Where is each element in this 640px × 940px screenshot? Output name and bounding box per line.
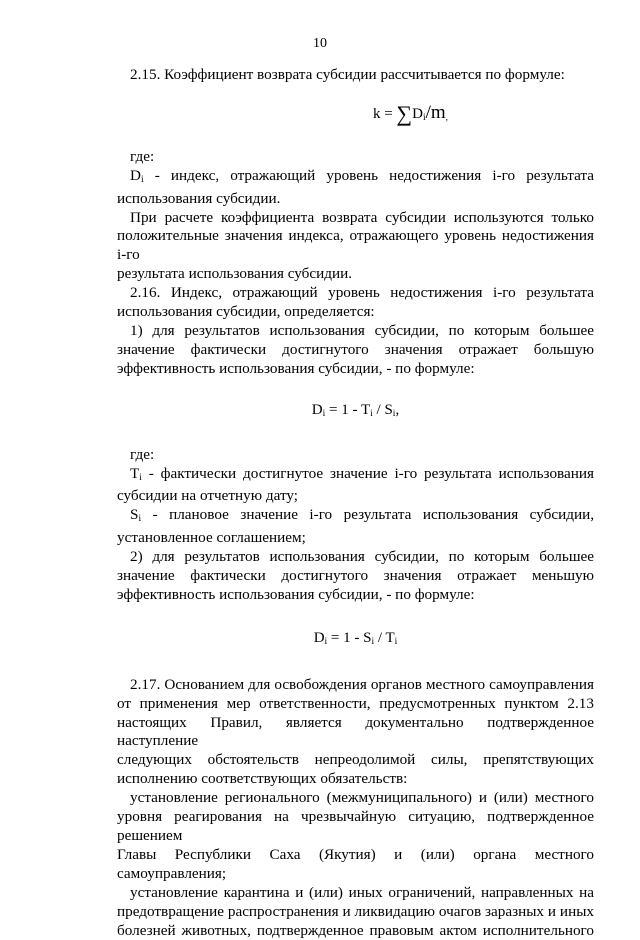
where-label-1: где:	[130, 147, 155, 165]
quarantine-line3: болезней животных, подтвержденное правовым актом исполнительного	[117, 921, 594, 939]
quarantine-line1: установление карантина и (или) иных ограничений, направленных на	[130, 883, 594, 901]
document-body	[117, 66, 594, 940]
paragraph-2-16-line2: использования субсидии, определяется:	[117, 303, 375, 321]
definition-ti-line1: $T_i$ - фактически достигнутое значение i-го результата использования	[130, 464, 594, 483]
paragraph-2-17-line2: от применения мер ответственности, предусмотренных пунктом 2.13	[117, 694, 594, 712]
formula-k: $k = \sum D_i/m_,$	[372, 100, 449, 126]
emergency-line1: установление регионального (межмуниципального) и (или) местного	[130, 789, 594, 807]
definition-di-line1: $D_i$ - индекс, отражающий уровень недостижения i-го результата	[130, 166, 594, 185]
emergency-line3: Главы Республики Саха (Якутия) и (или) органа местного самоуправления;	[117, 845, 594, 882]
item-1-line1: 1) для результатов использования субсидии, по которым большее	[130, 321, 594, 339]
quarantine-line2: предотвращение распространения и ликвидацию очагов заразных и иных	[117, 902, 594, 920]
paragraph-positive-values-line2: положительные значения индекса, отражающего уровень недостижения i-го	[117, 227, 594, 264]
definition-si-line1: $S_i$ - плановое значение i-го результата использования субсидии,	[130, 506, 594, 525]
sum-symbol: ∑	[396, 100, 413, 126]
paragraph-2-17-line5: исполнению соответствующих обязательств:	[117, 770, 408, 788]
paragraph-positive-values-line3: результата использования субсидии.	[117, 265, 353, 283]
item-2-line2: значение фактически достигнутого значения отражает меньшую	[117, 567, 594, 585]
item-2-line1: 2) для результатов использования субсидии, по которым большее	[130, 548, 594, 566]
formula-di-2: $D_i = 1 - S_i / T_i$	[313, 629, 398, 647]
page-number: 10	[313, 36, 327, 51]
item-2-line3: эффективность использования субсидии, - по формуле:	[117, 585, 475, 603]
definition-di-line2: использования субсидии.	[117, 189, 281, 207]
emergency-line2: уровня реагирования на чрезвычайную ситуацию, подтвержденное решением	[117, 808, 594, 844]
definition-ti-line2: субсидии на отчетную дату;	[117, 487, 299, 505]
where-label-2: где:	[130, 445, 155, 463]
paragraph-2-16-line1: 2.16. Индекс, отражающий уровень недостижения i-го результата	[130, 284, 594, 302]
item-1-line2: значение фактически достигнутого значения отражает большую	[117, 340, 594, 358]
item-1-line3: эффективность использования субсидии, - по формуле:	[117, 359, 475, 377]
paragraph-2-17-line3: настоящих Правил, является документально подтвержденное наступление	[117, 713, 594, 750]
formula-di-1: $D_i = 1 - T_i / S_i$,	[311, 401, 400, 419]
paragraph-2-17-line4: следующих обстоятельств непреодолимой силы, препятствующих	[117, 751, 594, 769]
paragraph-2-15: 2.15. Коэффициент возврата субсидии рассчитывается по формуле:	[130, 66, 565, 83]
definition-si-line2: установленное соглашением;	[117, 529, 306, 547]
paragraph-positive-values-line1: При расчете коэффициента возврата субсидии используются только	[130, 208, 594, 226]
paragraph-2-17-line1: 2.17. Основанием для освобождения органов местного самоуправления	[130, 675, 594, 693]
